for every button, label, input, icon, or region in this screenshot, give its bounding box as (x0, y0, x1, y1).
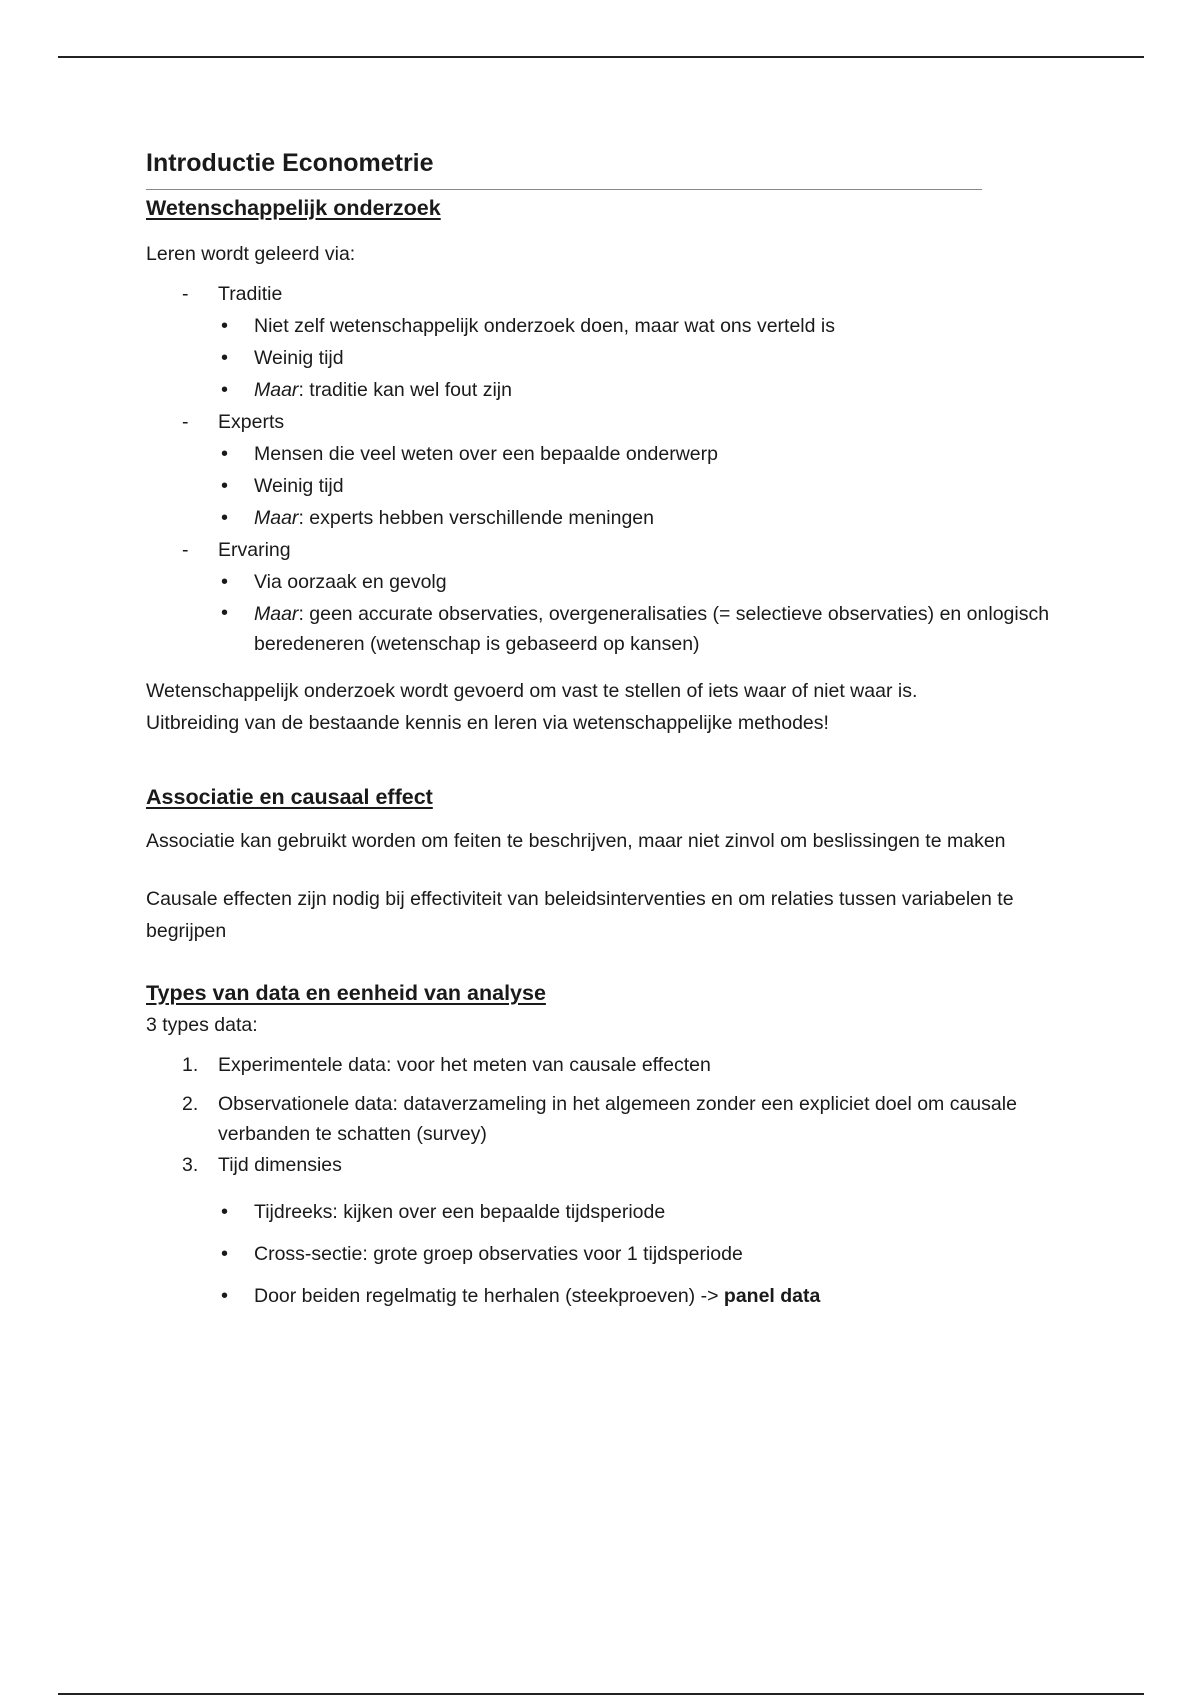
list-item (146, 1089, 1096, 1149)
document-title: Introductie Econometrie (146, 149, 434, 177)
bullet-item (218, 502, 1096, 534)
item-number: 2. (182, 1093, 199, 1115)
panel-data-bold: panel data (723, 1285, 821, 1307)
heading-associatie-causaal: Associatie en causaal effect (146, 785, 433, 809)
learning-methods-list (146, 278, 1096, 659)
emphasis-maar: Maar (254, 379, 299, 401)
heading-wetenschappelijk-onderzoek: Wetenschappelijk onderzoek (146, 196, 441, 220)
bullet-item (218, 598, 1096, 659)
list-item (146, 1149, 1096, 1181)
intro-text: Leren wordt geleerd via: (146, 243, 356, 265)
title-divider (146, 189, 982, 190)
traditie-sub (146, 310, 1096, 406)
bullet-item: • Cross-sectie: grote groep observaties voor 1 tijdsperiode (218, 1233, 1096, 1275)
ervaring-sub (146, 566, 1096, 659)
page-top-rule (58, 56, 1144, 58)
document-page (146, 146, 1096, 1317)
bullet-item: • Niet zelf wetenschappelijk onderzoek doen, maar wat ons verteld is (218, 310, 1096, 342)
bullet-item (218, 374, 1096, 406)
item-number: 1. (182, 1054, 199, 1076)
bullet-item (218, 1275, 1096, 1317)
list-item-traditie: - Traditie (146, 278, 1096, 310)
bullet-item: • Tijdreeks: kijken over een bepaalde tijdsperiode (218, 1191, 1096, 1233)
associatie-paragraph: Associatie kan gebruikt worden om feiten te beschrijven, maar niet zinvol om beslissingen te maken (146, 830, 1006, 852)
bullet-item: • Mensen die veel weten over een bepaalde onderwerp (218, 438, 1096, 470)
bullet-text: Door beiden regelmatig te herhalen (steekproeven) -> (254, 1285, 724, 1307)
heading-types-data: Types van data en eenheid van analyse (146, 981, 546, 1005)
emphasis-maar: Maar (254, 507, 299, 529)
bullet-item: • Weinig tijd (218, 470, 1096, 502)
item-text: Tijd dimensies (218, 1154, 342, 1176)
conclusion-line-2: Uitbreiding van de bestaande kennis en leren via wetenschappelijke methodes! (146, 712, 829, 734)
bullet-text: : traditie kan wel fout zijn (298, 379, 512, 401)
item-number: 3. (182, 1154, 199, 1176)
list-item-experts: - Experts (146, 406, 1096, 438)
types-intro: 3 types data: (146, 1014, 258, 1036)
bullet-text: : geen accurate observaties, overgeneralisaties (= selectieve observaties) en onlogisch beredeneren (wetenschap is gebaseerd op kansen) (254, 603, 1050, 655)
bullet-item: • Via oorzaak en gevolg (218, 566, 1096, 598)
bullet-text: : experts hebben verschillende meningen (298, 507, 654, 529)
item-text: Experimentele data: voor het meten van causale effecten (218, 1054, 711, 1076)
emphasis-maar: Maar (254, 603, 299, 625)
page-bottom-rule (58, 1693, 1144, 1695)
bullet-item: • Weinig tijd (218, 342, 1096, 374)
causale-paragraph: Causale effecten zijn nodig bij effectiviteit van beleidsinterventies en om relaties tussen variabelen te begrijpen (146, 888, 1014, 942)
list-item (146, 1049, 1096, 1081)
experts-sub (146, 438, 1096, 534)
time-dimensions-list (218, 1191, 1096, 1317)
data-types-list (146, 1049, 1096, 1181)
list-item-ervaring: - Ervaring (146, 534, 1096, 566)
item-text: Observationele data: dataverzameling in het algemeen zonder een expliciet doel om causale verbanden te schatten (survey) (218, 1093, 1017, 1145)
conclusion-line-1: Wetenschappelijk onderzoek wordt gevoerd om vast te stellen of iets waar of niet waar is. (146, 680, 918, 702)
